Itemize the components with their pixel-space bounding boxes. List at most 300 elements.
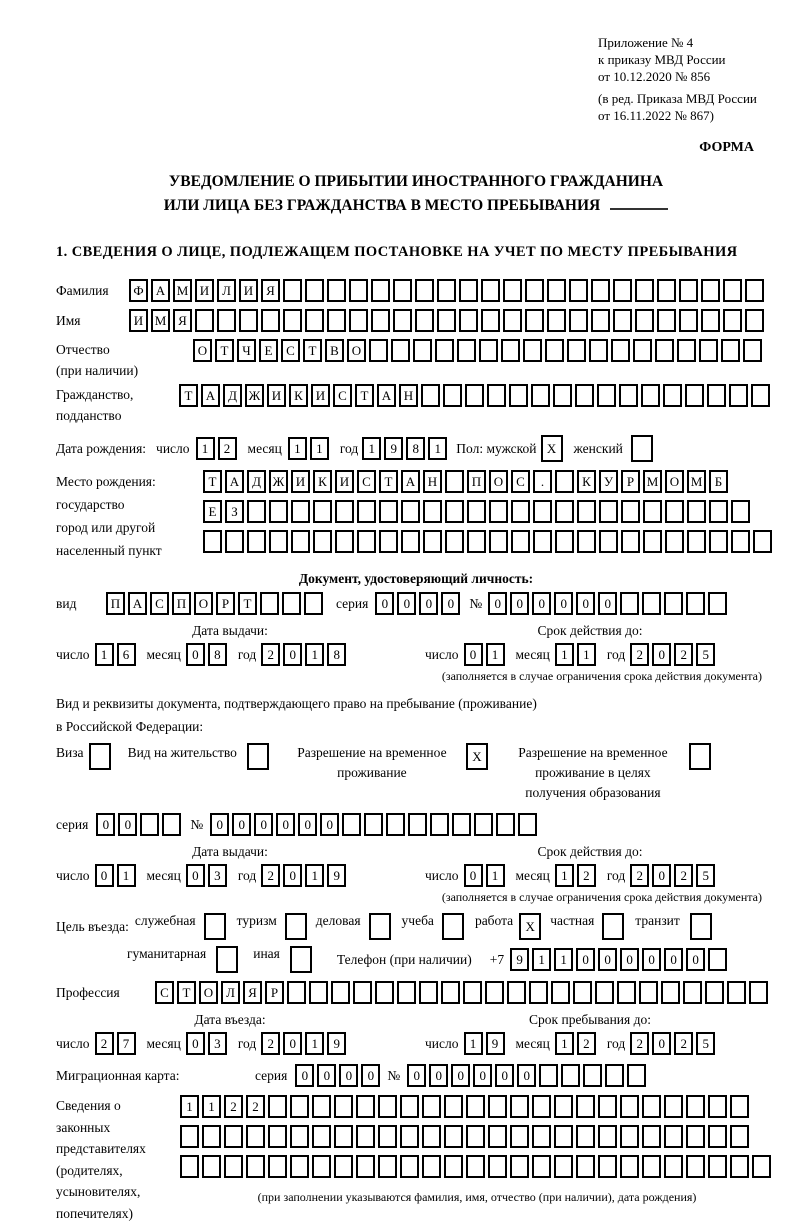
char-box[interactable]	[529, 981, 548, 1004]
char-box[interactable]	[378, 1095, 397, 1118]
char-box[interactable]	[699, 339, 718, 362]
char-box[interactable]	[393, 279, 412, 302]
char-box[interactable]: Ч	[237, 339, 256, 362]
char-box[interactable]	[204, 913, 226, 940]
char-box[interactable]: 1	[555, 1032, 574, 1055]
char-box[interactable]: 1	[362, 437, 381, 460]
char-box[interactable]	[334, 1155, 353, 1178]
char-box[interactable]	[643, 530, 662, 553]
char-box[interactable]: 0	[283, 1032, 302, 1055]
char-box[interactable]: 9	[384, 437, 403, 460]
char-box[interactable]	[313, 530, 332, 553]
char-box[interactable]	[282, 592, 301, 615]
char-box[interactable]	[510, 1095, 529, 1118]
char-box[interactable]: 0	[283, 864, 302, 887]
char-box[interactable]: X	[519, 913, 541, 940]
char-box[interactable]: 8	[327, 643, 346, 666]
char-box[interactable]: Т	[215, 339, 234, 362]
char-box[interactable]: .	[533, 470, 552, 493]
char-box[interactable]	[621, 500, 640, 523]
char-box[interactable]: 0	[473, 1064, 492, 1087]
char-box[interactable]	[422, 1125, 441, 1148]
char-box[interactable]	[687, 500, 706, 523]
char-box[interactable]: Д	[247, 470, 266, 493]
char-box[interactable]: И	[311, 384, 330, 407]
char-box[interactable]	[290, 1095, 309, 1118]
char-box[interactable]: X	[541, 435, 563, 462]
char-box[interactable]: 1	[577, 643, 596, 666]
char-box[interactable]	[708, 1125, 727, 1148]
char-box[interactable]: О	[665, 470, 684, 493]
char-box[interactable]	[247, 500, 266, 523]
char-box[interactable]	[479, 339, 498, 362]
char-box[interactable]	[620, 1155, 639, 1178]
char-box[interactable]: Н	[399, 384, 418, 407]
char-box[interactable]	[353, 981, 372, 1004]
char-box[interactable]: 3	[208, 864, 227, 887]
char-box[interactable]: X	[466, 743, 488, 770]
char-box[interactable]: 3	[208, 1032, 227, 1055]
char-box[interactable]	[327, 309, 346, 332]
char-box[interactable]	[452, 813, 471, 836]
char-box[interactable]	[224, 1125, 243, 1148]
char-box[interactable]	[532, 1125, 551, 1148]
char-box[interactable]	[285, 913, 307, 940]
char-box[interactable]	[247, 530, 266, 553]
char-box[interactable]	[642, 1155, 661, 1178]
char-box[interactable]: К	[577, 470, 596, 493]
char-box[interactable]	[247, 743, 269, 770]
char-box[interactable]: А	[225, 470, 244, 493]
char-box[interactable]: Т	[238, 592, 257, 615]
char-box[interactable]: 0	[96, 813, 115, 836]
char-box[interactable]	[727, 981, 746, 1004]
char-box[interactable]	[639, 981, 658, 1004]
char-box[interactable]	[401, 500, 420, 523]
char-box[interactable]: Б	[709, 470, 728, 493]
char-box[interactable]	[555, 500, 574, 523]
char-box[interactable]: О	[193, 339, 212, 362]
char-box[interactable]	[730, 1125, 749, 1148]
char-box[interactable]	[627, 1064, 646, 1087]
char-box[interactable]	[545, 339, 564, 362]
char-box[interactable]: О	[199, 981, 218, 1004]
char-box[interactable]: И	[335, 470, 354, 493]
char-box[interactable]: Н	[423, 470, 442, 493]
char-box[interactable]: 1	[555, 643, 574, 666]
char-box[interactable]: 0	[397, 592, 416, 615]
char-box[interactable]	[239, 309, 258, 332]
char-box[interactable]: 0	[210, 813, 229, 836]
char-box[interactable]: 2	[218, 437, 237, 460]
char-box[interactable]	[554, 1155, 573, 1178]
char-box[interactable]	[488, 1125, 507, 1148]
char-box[interactable]: 2	[261, 864, 280, 887]
char-box[interactable]: 0	[464, 864, 483, 887]
char-box[interactable]	[463, 981, 482, 1004]
char-box[interactable]	[547, 309, 566, 332]
char-box[interactable]	[709, 500, 728, 523]
char-box[interactable]	[467, 500, 486, 523]
char-box[interactable]	[309, 981, 328, 1004]
char-box[interactable]	[591, 279, 610, 302]
char-box[interactable]: 1	[117, 864, 136, 887]
char-box[interactable]	[364, 813, 383, 836]
char-box[interactable]: 0	[652, 1032, 671, 1055]
char-box[interactable]	[532, 1155, 551, 1178]
char-box[interactable]	[583, 1064, 602, 1087]
char-box[interactable]	[731, 530, 750, 553]
char-box[interactable]	[260, 592, 279, 615]
char-box[interactable]	[745, 309, 764, 332]
char-box[interactable]: 2	[630, 1032, 649, 1055]
char-box[interactable]: С	[150, 592, 169, 615]
char-box[interactable]	[532, 1095, 551, 1118]
char-box[interactable]	[679, 309, 698, 332]
char-box[interactable]	[599, 530, 618, 553]
char-box[interactable]	[465, 384, 484, 407]
char-box[interactable]	[401, 530, 420, 553]
char-box[interactable]: 0	[320, 813, 339, 836]
char-box[interactable]	[575, 384, 594, 407]
char-box[interactable]: У	[599, 470, 618, 493]
char-box[interactable]: 2	[630, 864, 649, 887]
char-box[interactable]	[246, 1125, 265, 1148]
char-box[interactable]	[518, 813, 537, 836]
char-box[interactable]: 0	[361, 1064, 380, 1087]
char-box[interactable]: З	[225, 500, 244, 523]
char-box[interactable]	[664, 1095, 683, 1118]
char-box[interactable]: Т	[203, 470, 222, 493]
char-box[interactable]: 0	[407, 1064, 426, 1087]
char-box[interactable]: 0	[686, 948, 705, 971]
char-box[interactable]	[635, 309, 654, 332]
char-box[interactable]: 1	[305, 864, 324, 887]
char-box[interactable]	[312, 1155, 331, 1178]
char-box[interactable]	[751, 384, 770, 407]
char-box[interactable]: И	[267, 384, 286, 407]
char-box[interactable]: С	[155, 981, 174, 1004]
char-box[interactable]: 2	[674, 643, 693, 666]
char-box[interactable]: 1	[310, 437, 329, 460]
char-box[interactable]: О	[194, 592, 213, 615]
char-box[interactable]	[576, 1155, 595, 1178]
char-box[interactable]	[577, 500, 596, 523]
char-box[interactable]	[599, 500, 618, 523]
char-box[interactable]: 2	[577, 864, 596, 887]
char-box[interactable]	[400, 1155, 419, 1178]
char-box[interactable]	[415, 309, 434, 332]
char-box[interactable]	[510, 1155, 529, 1178]
char-box[interactable]: Т	[355, 384, 374, 407]
char-box[interactable]: 2	[261, 1032, 280, 1055]
char-box[interactable]: 1	[305, 643, 324, 666]
char-box[interactable]	[701, 279, 720, 302]
char-box[interactable]	[705, 981, 724, 1004]
char-box[interactable]: О	[489, 470, 508, 493]
char-box[interactable]	[413, 339, 432, 362]
char-box[interactable]	[591, 309, 610, 332]
char-box[interactable]	[357, 530, 376, 553]
char-box[interactable]	[400, 1125, 419, 1148]
char-box[interactable]: 1	[554, 948, 573, 971]
char-box[interactable]: 0	[419, 592, 438, 615]
char-box[interactable]: Р	[216, 592, 235, 615]
char-box[interactable]	[569, 279, 588, 302]
char-box[interactable]	[617, 981, 636, 1004]
char-box[interactable]	[731, 500, 750, 523]
char-box[interactable]	[349, 279, 368, 302]
char-box[interactable]	[162, 813, 181, 836]
char-box[interactable]: Р	[265, 981, 284, 1004]
char-box[interactable]	[356, 1155, 375, 1178]
char-box[interactable]: 0	[517, 1064, 536, 1087]
char-box[interactable]: П	[467, 470, 486, 493]
char-box[interactable]: 0	[598, 948, 617, 971]
char-box[interactable]	[444, 1155, 463, 1178]
char-box[interactable]	[683, 981, 702, 1004]
char-box[interactable]	[408, 813, 427, 836]
char-box[interactable]: П	[172, 592, 191, 615]
char-box[interactable]: М	[643, 470, 662, 493]
char-box[interactable]	[180, 1125, 199, 1148]
char-box[interactable]	[730, 1095, 749, 1118]
char-box[interactable]	[437, 279, 456, 302]
char-box[interactable]	[430, 813, 449, 836]
char-box[interactable]	[525, 279, 544, 302]
char-box[interactable]	[290, 946, 312, 973]
char-box[interactable]	[642, 1125, 661, 1148]
char-box[interactable]	[729, 384, 748, 407]
char-box[interactable]	[423, 500, 442, 523]
char-box[interactable]: 0	[375, 592, 394, 615]
char-box[interactable]	[555, 470, 574, 493]
char-box[interactable]: 0	[598, 592, 617, 615]
char-box[interactable]	[752, 1155, 771, 1178]
char-box[interactable]: Т	[379, 470, 398, 493]
char-box[interactable]	[334, 1125, 353, 1148]
char-box[interactable]: 0	[620, 948, 639, 971]
char-box[interactable]: И	[291, 470, 310, 493]
char-box[interactable]	[304, 592, 323, 615]
char-box[interactable]	[386, 813, 405, 836]
char-box[interactable]	[561, 1064, 580, 1087]
char-box[interactable]	[202, 1155, 221, 1178]
char-box[interactable]	[511, 500, 530, 523]
char-box[interactable]: 0	[488, 592, 507, 615]
char-box[interactable]: Я	[243, 981, 262, 1004]
char-box[interactable]	[369, 339, 388, 362]
char-box[interactable]	[642, 592, 661, 615]
char-box[interactable]	[466, 1155, 485, 1178]
char-box[interactable]: 0	[464, 643, 483, 666]
char-box[interactable]	[708, 1095, 727, 1118]
char-box[interactable]	[503, 279, 522, 302]
char-box[interactable]: П	[106, 592, 125, 615]
char-box[interactable]	[357, 500, 376, 523]
char-box[interactable]	[225, 530, 244, 553]
char-box[interactable]	[523, 339, 542, 362]
char-box[interactable]	[605, 1064, 624, 1087]
char-box[interactable]: С	[511, 470, 530, 493]
char-box[interactable]	[620, 592, 639, 615]
char-box[interactable]	[525, 309, 544, 332]
char-box[interactable]: 2	[674, 1032, 693, 1055]
char-box[interactable]	[422, 1155, 441, 1178]
char-box[interactable]	[633, 339, 652, 362]
char-box[interactable]	[269, 500, 288, 523]
char-box[interactable]	[487, 384, 506, 407]
char-box[interactable]: 1	[288, 437, 307, 460]
char-box[interactable]	[539, 1064, 558, 1087]
char-box[interactable]: Ф	[129, 279, 148, 302]
char-box[interactable]: 0	[441, 592, 460, 615]
char-box[interactable]: Т	[177, 981, 196, 1004]
char-box[interactable]: М	[687, 470, 706, 493]
char-box[interactable]	[378, 1125, 397, 1148]
char-box[interactable]	[685, 384, 704, 407]
char-box[interactable]	[312, 1095, 331, 1118]
char-box[interactable]	[334, 1095, 353, 1118]
char-box[interactable]	[246, 1155, 265, 1178]
char-box[interactable]	[203, 530, 222, 553]
char-box[interactable]: 1	[464, 1032, 483, 1055]
char-box[interactable]	[635, 279, 654, 302]
char-box[interactable]	[602, 913, 624, 940]
char-box[interactable]	[657, 279, 676, 302]
char-box[interactable]	[268, 1095, 287, 1118]
char-box[interactable]: 0	[451, 1064, 470, 1087]
char-box[interactable]	[445, 470, 464, 493]
char-box[interactable]	[689, 743, 711, 770]
char-box[interactable]	[89, 743, 111, 770]
char-box[interactable]	[444, 1125, 463, 1148]
char-box[interactable]	[379, 530, 398, 553]
char-box[interactable]	[216, 946, 238, 973]
char-box[interactable]	[441, 981, 460, 1004]
char-box[interactable]: 0	[186, 864, 205, 887]
char-box[interactable]	[554, 1125, 573, 1148]
char-box[interactable]	[442, 913, 464, 940]
char-box[interactable]	[423, 530, 442, 553]
char-box[interactable]	[261, 309, 280, 332]
char-box[interactable]: В	[325, 339, 344, 362]
char-box[interactable]	[665, 530, 684, 553]
char-box[interactable]: К	[313, 470, 332, 493]
char-box[interactable]	[291, 500, 310, 523]
char-box[interactable]	[349, 309, 368, 332]
char-box[interactable]: Я	[261, 279, 280, 302]
char-box[interactable]: 0	[186, 1032, 205, 1055]
char-box[interactable]	[576, 1125, 595, 1148]
char-box[interactable]: 0	[532, 592, 551, 615]
char-box[interactable]	[598, 1125, 617, 1148]
char-box[interactable]	[597, 384, 616, 407]
char-box[interactable]	[202, 1125, 221, 1148]
char-box[interactable]: 0	[283, 643, 302, 666]
char-box[interactable]	[290, 1125, 309, 1148]
char-box[interactable]: 0	[232, 813, 251, 836]
char-box[interactable]: А	[201, 384, 220, 407]
char-box[interactable]	[496, 813, 515, 836]
char-box[interactable]: Я	[173, 309, 192, 332]
char-box[interactable]: 8	[208, 643, 227, 666]
char-box[interactable]: 1	[532, 948, 551, 971]
char-box[interactable]	[665, 500, 684, 523]
char-box[interactable]	[567, 339, 586, 362]
char-box[interactable]	[481, 309, 500, 332]
char-box[interactable]	[335, 530, 354, 553]
char-box[interactable]	[356, 1095, 375, 1118]
char-box[interactable]	[435, 339, 454, 362]
char-box[interactable]	[269, 530, 288, 553]
char-box[interactable]	[664, 592, 683, 615]
char-box[interactable]	[749, 981, 768, 1004]
char-box[interactable]	[503, 309, 522, 332]
char-box[interactable]	[489, 500, 508, 523]
char-box[interactable]	[283, 309, 302, 332]
char-box[interactable]: 0	[118, 813, 137, 836]
char-box[interactable]: И	[195, 279, 214, 302]
char-box[interactable]: 9	[486, 1032, 505, 1055]
char-box[interactable]	[687, 530, 706, 553]
char-box[interactable]	[485, 981, 504, 1004]
char-box[interactable]	[287, 981, 306, 1004]
char-box[interactable]	[507, 981, 526, 1004]
char-box[interactable]	[619, 384, 638, 407]
char-box[interactable]: 0	[554, 592, 573, 615]
char-box[interactable]	[655, 339, 674, 362]
char-box[interactable]	[686, 1095, 705, 1118]
char-box[interactable]: С	[281, 339, 300, 362]
char-box[interactable]	[621, 530, 640, 553]
char-box[interactable]	[437, 309, 456, 332]
char-box[interactable]: Е	[203, 500, 222, 523]
char-box[interactable]	[481, 279, 500, 302]
char-box[interactable]: 0	[576, 948, 595, 971]
char-box[interactable]	[577, 530, 596, 553]
char-box[interactable]	[708, 1155, 727, 1178]
char-box[interactable]	[620, 1125, 639, 1148]
char-box[interactable]: Д	[223, 384, 242, 407]
char-box[interactable]	[533, 500, 552, 523]
char-box[interactable]	[709, 530, 728, 553]
char-box[interactable]	[643, 500, 662, 523]
char-box[interactable]	[312, 1125, 331, 1148]
char-box[interactable]	[576, 1095, 595, 1118]
char-box[interactable]	[489, 530, 508, 553]
char-box[interactable]: 0	[95, 864, 114, 887]
char-box[interactable]	[313, 500, 332, 523]
char-box[interactable]	[327, 279, 346, 302]
char-box[interactable]	[553, 384, 572, 407]
char-box[interactable]	[180, 1155, 199, 1178]
char-box[interactable]: 2	[577, 1032, 596, 1055]
char-box[interactable]: 6	[117, 643, 136, 666]
char-box[interactable]	[488, 1095, 507, 1118]
char-box[interactable]	[421, 384, 440, 407]
char-box[interactable]: 0	[317, 1064, 336, 1087]
char-box[interactable]: Т	[303, 339, 322, 362]
char-box[interactable]: 0	[186, 643, 205, 666]
char-box[interactable]	[371, 309, 390, 332]
char-box[interactable]: 0	[295, 1064, 314, 1087]
char-box[interactable]: А	[151, 279, 170, 302]
char-box[interactable]	[443, 384, 462, 407]
char-box[interactable]	[611, 339, 630, 362]
char-box[interactable]	[268, 1155, 287, 1178]
char-box[interactable]: 0	[429, 1064, 448, 1087]
